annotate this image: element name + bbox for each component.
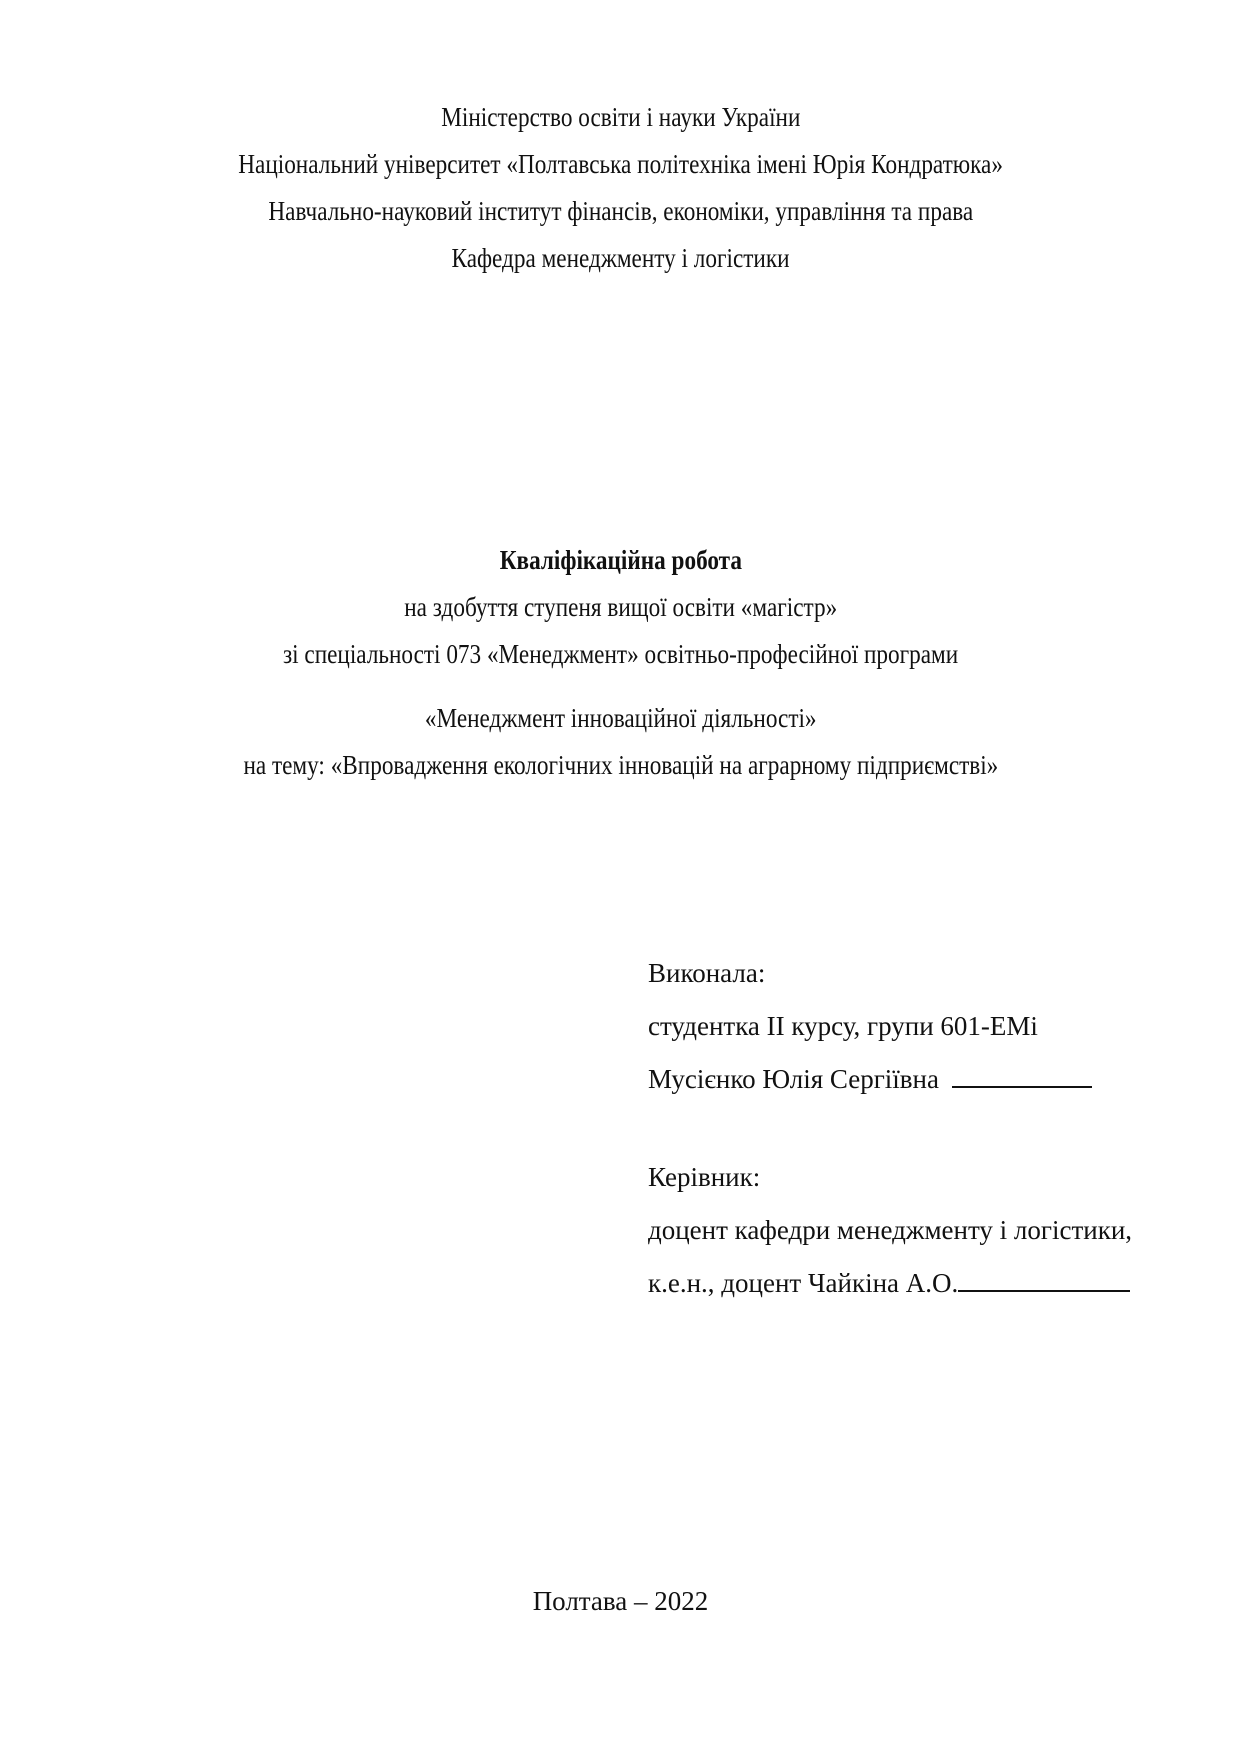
supervisor-position: доцент кафедри менеджменту і логістики,	[648, 1215, 1133, 1245]
program-line	[0, 701, 1241, 735]
supervisor-name: к.е.н., доцент Чайкіна А.О.	[648, 1268, 959, 1298]
supervisor-name-line	[648, 1266, 1130, 1300]
author-signature-blank	[952, 1064, 1092, 1088]
work-title: Кваліфікаційна робота	[499, 545, 742, 575]
university-line	[0, 147, 1241, 181]
ministry-text: Міністерство освіти і науки України	[440, 102, 801, 132]
institute-line	[0, 194, 1241, 228]
topic-text: на тему: «Впровадження екологічних інновацій на аграрному підприємстві»	[243, 750, 998, 780]
university-text: Національний університет «Полтавська політехніка імені Юрія Кондратюка»	[238, 149, 1003, 179]
place-year: Полтава – 2022	[532, 1586, 709, 1616]
supervisor-signature-blank	[958, 1268, 1130, 1292]
specialty-line	[0, 637, 1241, 671]
degree-text: на здобуття ступеня вищої освіти «магістр»	[404, 592, 837, 622]
author-label: Виконала:	[648, 958, 766, 988]
author-name-line	[648, 1062, 1092, 1096]
department-text: Кафедра менеджменту і логістики	[451, 243, 790, 273]
topic-line	[0, 748, 1241, 782]
department-line	[0, 241, 1241, 275]
program-text: «Менеджмент інноваційної діяльності»	[424, 703, 817, 733]
degree-line	[0, 590, 1241, 624]
author-name: Мусієнко Юлія Сергіївна	[648, 1064, 939, 1094]
ministry-line	[0, 100, 1241, 134]
institute-text: Навчально-науковий інститут фінансів, економіки, управління та права	[268, 196, 973, 226]
supervisor-label: Керівник:	[648, 1162, 761, 1192]
work-title-line	[0, 543, 1241, 577]
specialty-text: зі спеціальності 073 «Менеджмент» освітньо-професійної програми	[282, 639, 959, 669]
author-details: студентка ІІ курсу, групи 601-ЕМі	[648, 1011, 1038, 1041]
